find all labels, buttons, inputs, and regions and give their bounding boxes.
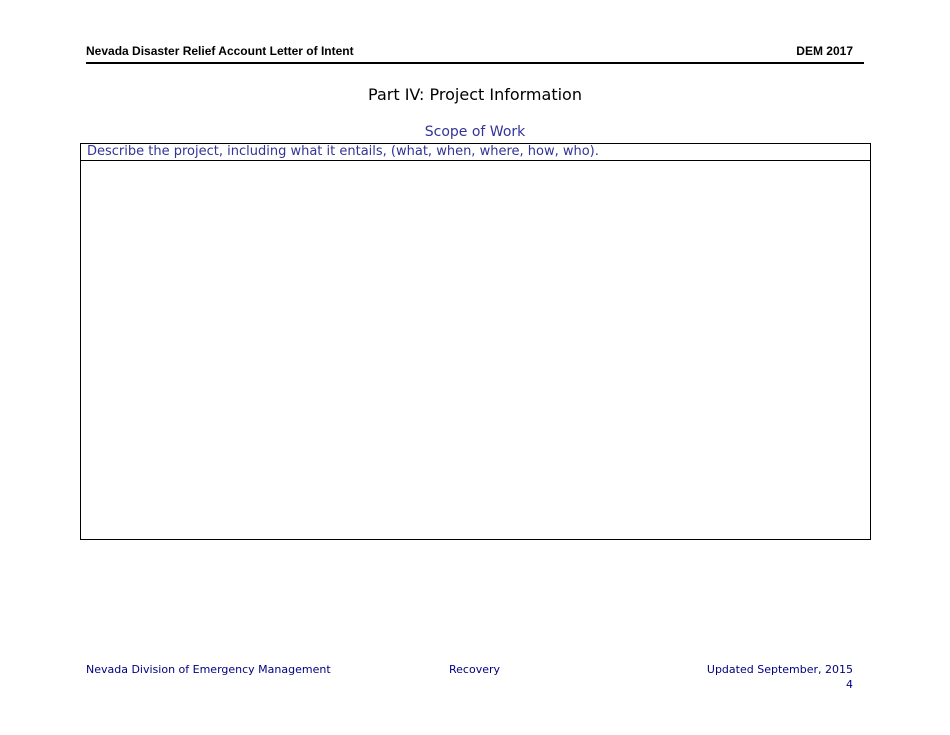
scope-of-work-title: Scope of Work (424, 124, 526, 140)
footer-page-number: 4 (846, 678, 853, 691)
part-title: Part IV: Project Information (368, 85, 582, 104)
footer-organization: Nevada Division of Emergency Management (86, 663, 331, 676)
header-form-code: DEM 2017 (796, 44, 853, 58)
footer-updated-date: Updated September, 2015 (706, 663, 853, 676)
scope-of-work-answer-field[interactable] (81, 161, 870, 539)
header-document-title: Nevada Disaster Relief Account Letter of Intent (86, 44, 354, 58)
footer-section: Recovery (449, 663, 501, 676)
scope-of-work-prompt: Describe the project, including what it entails, (what, when, where, how, who). (81, 144, 870, 161)
scope-of-work-table (80, 143, 871, 540)
page-header (86, 44, 864, 64)
